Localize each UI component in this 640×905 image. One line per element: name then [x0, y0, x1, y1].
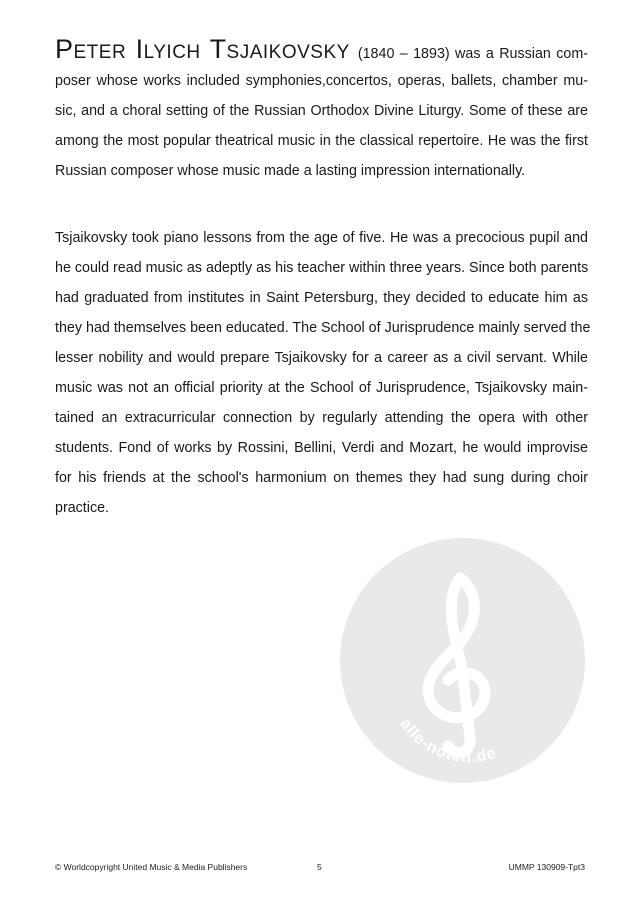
text-line: among the most popular theatrical music in the classical repertoire. He was the first [55, 133, 588, 149]
text-line: tained an extracurricular connection by regularly attending the opera with other [55, 410, 588, 426]
text-line: poser whose works included symphonies,concertos, operas, ballets, chamber mu- [55, 73, 588, 89]
paragraph-biography [55, 223, 591, 523]
text-line: sic, and a choral setting of the Russian Orthodox Divine Liturgy. Some of these are [55, 103, 588, 119]
footer-catalog-number: UMMP 130909-Tpt3 [508, 862, 585, 872]
text-line: lesser nobility and would prepare Tsjaikovsky for a career as a civil servant. While [55, 350, 588, 366]
watermark-treble-clef-logo [340, 538, 585, 783]
watermark-text: alle-noten.de [396, 715, 499, 767]
text-line: he could read music as adeptly as his teacher within three years. Since both parents [55, 260, 589, 276]
heading-composer-name: Peter Ilyich Tsjaikovsky [55, 34, 350, 64]
footer-copyright: © Worldcopyright United Music & Media Publishers [55, 862, 248, 872]
treble-clef-icon [340, 538, 585, 783]
text-line: practice. [55, 500, 110, 516]
footer-page-number: 5 [317, 862, 322, 872]
text-line: Russian composer whose music made a lasting impression internationally. [55, 163, 526, 179]
text-line: for his friends at the school's harmonium on themes they had sung during choir [55, 470, 588, 486]
text-line: Tsjaikovsky took piano lessons from the age of five. He was a precocious pupil and [55, 230, 588, 246]
intro-first-line [55, 32, 588, 66]
text-line: they had themselves been educated. The School of Jurisprudence mainly served the [55, 320, 591, 336]
text-line: (1840 – 1893) was a Russian com- [357, 46, 588, 62]
text-line: music was not an official priority at the School of Jurisprudence, Tsjaikovsky main- [55, 380, 588, 396]
text-line: had graduated from institutes in Saint Petersburg, they decided to educate him as [55, 290, 588, 306]
paragraph-intro [55, 32, 588, 186]
text-line: students. Fond of works by Rossini, Bellini, Verdi and Mozart, he would improvise [55, 440, 588, 456]
